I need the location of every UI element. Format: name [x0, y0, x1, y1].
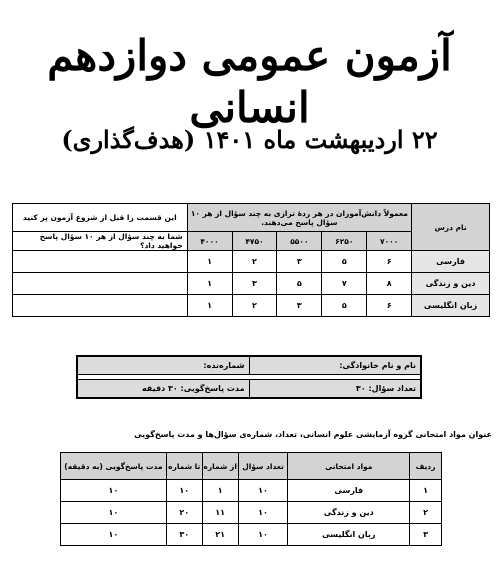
- value-cell: ۳: [277, 295, 322, 317]
- table-cell: ۱: [202, 480, 238, 502]
- level-cell: ۶۲۵۰: [322, 232, 367, 251]
- header-cell: تا شماره: [166, 453, 202, 480]
- page-subtitle: ۲۲ اردیبهشت ماه ۱۴۰۱ (هدف‌گذاری): [61, 125, 438, 154]
- value-cell: ۵: [277, 273, 322, 295]
- table-row: [61, 524, 442, 546]
- value-cell: ۳: [277, 251, 322, 273]
- number-field[interactable]: شماره‌نده:: [77, 356, 249, 375]
- question-count: تعداد سؤال: ۳۰: [249, 380, 421, 399]
- table-cell: ۱۰: [166, 480, 202, 502]
- table-cell: ۲۰: [166, 502, 202, 524]
- table-cell: ۱۱: [202, 502, 238, 524]
- table-cell: زبان انگلیسی: [288, 524, 410, 546]
- level-cell: ۵۵۰۰: [277, 232, 322, 251]
- header-cell: ردیف: [410, 453, 442, 480]
- answer-input-cell[interactable]: [13, 295, 188, 317]
- col-subject-header: نام درس: [412, 204, 490, 251]
- table-cell: ۱۰: [61, 524, 167, 546]
- subject-cell: فارسی: [412, 251, 490, 273]
- table-row: [13, 251, 490, 273]
- value-cell: ۱: [187, 251, 232, 273]
- table-cell: ۳۰: [166, 524, 202, 546]
- table-row: [61, 502, 442, 524]
- table-row: [61, 480, 442, 502]
- value-cell: ۲: [232, 295, 277, 317]
- level-cell: ۴۷۵۰: [232, 232, 277, 251]
- value-cell: ۸: [367, 273, 412, 295]
- table-cell: فارسی: [288, 480, 410, 502]
- value-cell: ۵: [322, 295, 367, 317]
- header-cell: مدت پاسخ‌گویی (به دقیقه): [61, 453, 167, 480]
- goal-table-header: [13, 204, 490, 232]
- value-cell: ۶: [367, 295, 412, 317]
- value-cell: ۷: [322, 273, 367, 295]
- value-cell: ۶: [367, 251, 412, 273]
- goal-table: [12, 203, 490, 317]
- table-cell: دین و زندگی: [288, 502, 410, 524]
- table-cell: ۱۰: [61, 480, 167, 502]
- level-cell: ۷۰۰۰: [367, 232, 412, 251]
- table-row: [13, 295, 490, 317]
- col-before-question: شما به چند سؤال از هر ۱۰ سؤال پاسخ خواهید داد؟: [13, 232, 188, 251]
- table-cell: ۱: [410, 480, 442, 502]
- level-cell: ۴۰۰۰: [187, 232, 232, 251]
- name-field[interactable]: نام و نام خانوادگی:: [249, 356, 421, 375]
- table-cell: ۱۰: [238, 524, 288, 546]
- table-row: [13, 273, 490, 295]
- col-avg-header: معمولاً دانش‌آموزان در هر ردهٔ ترازی به چند سؤال از هر ۱۰ سؤال پاسخ می‌دهند.: [187, 204, 412, 232]
- value-cell: ۳: [232, 273, 277, 295]
- header-cell: تعداد سؤال: [238, 453, 288, 480]
- value-cell: ۲: [232, 251, 277, 273]
- exam-table-header: [61, 453, 442, 480]
- page-title: آزمون عمومی دوازدهم انسانی: [47, 31, 452, 132]
- value-cell: ۱: [187, 273, 232, 295]
- value-cell: ۱: [187, 295, 232, 317]
- table-cell: ۱۰: [238, 502, 288, 524]
- student-info-box: [76, 355, 422, 399]
- table-cell: ۱۰: [238, 480, 288, 502]
- subject-cell: دین و زندگی: [412, 273, 490, 295]
- answer-input-cell[interactable]: [13, 273, 188, 295]
- table-cell: ۳: [410, 524, 442, 546]
- exam-table: [60, 452, 442, 546]
- answer-input-cell[interactable]: [13, 251, 188, 273]
- table-cell: ۲: [410, 502, 442, 524]
- header-cell: مواد امتحانی: [288, 453, 410, 480]
- col-before-header: این قسمت را قبل از شروع آزمون پر کنید: [13, 204, 188, 232]
- value-cell: ۵: [322, 251, 367, 273]
- table-cell: ۲۱: [202, 524, 238, 546]
- subject-cell: زبان انگلیسی: [412, 295, 490, 317]
- table-cell: ۱۰: [61, 502, 167, 524]
- header-cell: از شماره: [202, 453, 238, 480]
- exam-table-caption: عنوان مواد امتحانی گروه آزمایشی علوم انسانی، تعداد، شماره‌ی سؤال‌ها و مدت پاسخ‌گویی: [134, 430, 492, 439]
- answer-time: مدت پاسخ‌گویی: ۳۰ دقیقه: [77, 380, 249, 399]
